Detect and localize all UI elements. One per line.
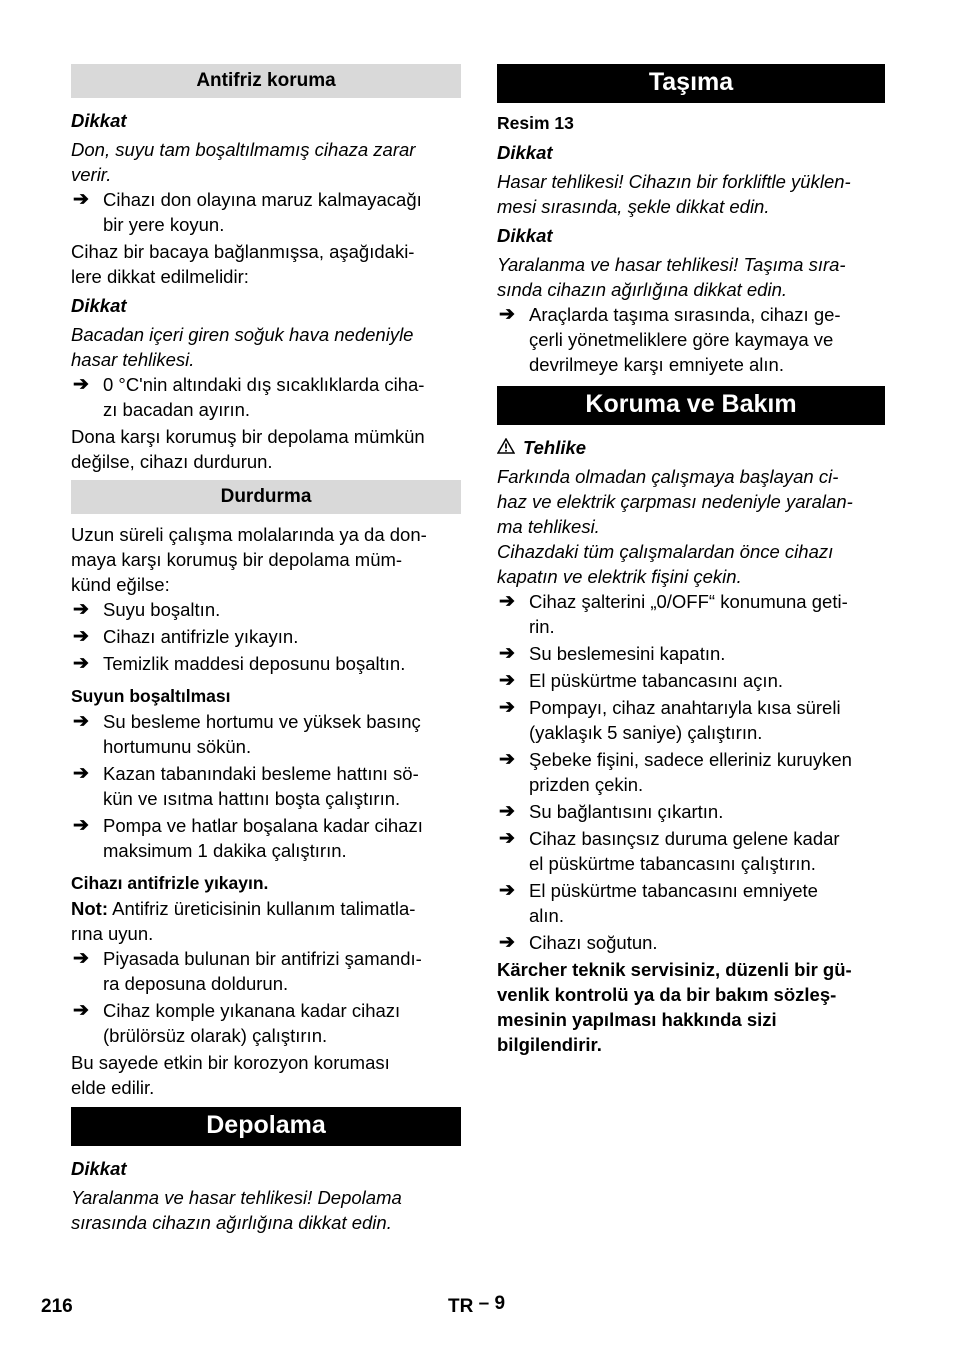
list-item: ➔ Temizlik maddesi deposunu boşaltın. bbox=[73, 653, 406, 674]
heading-antifreeze: Antifriz koruma bbox=[71, 64, 461, 98]
service-note: Kärcher teknik servisiniz, düzenli bir gü- venlik kontrolü ya da bir bakım sözleş- mesinin yapılması hakkında sizi bilgilendirir. bbox=[497, 959, 852, 1055]
arrow-right-icon: ➔ bbox=[73, 815, 89, 836]
list-item: ➔ Araçlarda taşıma sırasında, cihazı ge- çerli yönetmeliklere göre kaymaya ve devrilmeye karşı emniyete alın. bbox=[499, 304, 841, 375]
list-item: ➔ El püskürtme tabancasını emniyete alın. bbox=[499, 880, 818, 926]
subheading-drain: Suyun boşaltılması bbox=[71, 686, 231, 706]
list-item: ➔ Cihazı soğutun. bbox=[499, 932, 658, 953]
warning-triangle-icon bbox=[497, 435, 515, 460]
note: Not: Antifriz üreticisinin kullanım talimatla- rına uyun. bbox=[71, 898, 416, 944]
page-number: 216 bbox=[41, 1296, 73, 1317]
heading-shutdown: Durdurma bbox=[71, 480, 461, 514]
heading-care: Koruma ve Bakım bbox=[497, 386, 885, 425]
list-item: ➔ Kazan tabanındaki besleme hattını sö- kün ve ısıtma hattını boşta çalıştırın. bbox=[73, 763, 419, 809]
heading-transport: Taşıma bbox=[497, 64, 885, 103]
caution-label: Dikkat bbox=[71, 295, 127, 316]
list-item: ➔ El püskürtme tabancasını açın. bbox=[499, 670, 783, 691]
arrow-right-icon: ➔ bbox=[499, 749, 515, 770]
caution-text: Don, suyu tam boşaltılmamış cihaza zarar verir. bbox=[71, 139, 416, 185]
arrow-right-icon: ➔ bbox=[499, 932, 515, 953]
caution-label: Dikkat bbox=[497, 225, 553, 246]
arrow-right-icon: ➔ bbox=[499, 880, 515, 901]
left-column bbox=[71, 64, 461, 1235]
footer-section: TR – 9 bbox=[448, 1293, 506, 1317]
arrow-right-icon: ➔ bbox=[499, 828, 515, 849]
caution-text: Hasar tehlikesi! Cihazın bir forkliftle yüklen- mesi sırasında, şekle dikkat edin. bbox=[497, 171, 851, 217]
caution-text: Yaralanma ve hasar tehlikesi! Taşıma sıra- sında cihazın ağırlığına dikkat edin. bbox=[497, 254, 846, 300]
figure-reference: Resim 13 bbox=[497, 113, 574, 133]
arrow-right-icon: ➔ bbox=[73, 189, 89, 210]
caution-label: Dikkat bbox=[71, 1158, 127, 1179]
arrow-right-icon: ➔ bbox=[73, 1000, 89, 1021]
list-item: ➔ Pompayı, cihaz anahtarıyla kısa süreli (yaklaşık 5 saniye) çalıştırın. bbox=[499, 697, 841, 743]
caution-label: Dikkat bbox=[497, 142, 553, 163]
list-item: ➔ Cihazı don olayına maruz kalmayacağı bir yere koyun. bbox=[73, 189, 422, 235]
arrow-right-icon: ➔ bbox=[499, 801, 515, 822]
arrow-right-icon: ➔ bbox=[73, 711, 89, 732]
right-column bbox=[497, 64, 885, 1057]
subheading-rinse: Cihazı antifrizle yıkayın. bbox=[71, 873, 269, 893]
list-item: ➔ Şebeke fişini, sadece elleriniz kuruyken prizden çekin. bbox=[499, 749, 852, 795]
arrow-right-icon: ➔ bbox=[73, 653, 89, 674]
arrow-right-icon: ➔ bbox=[73, 626, 89, 647]
list-item: ➔ Cihaz komple yıkanana kadar cihazı (brülörsüz olarak) çalıştırın. bbox=[73, 1000, 401, 1046]
list-item: ➔ Cihaz şalterini „0/OFF“ konumuna geti- rin. bbox=[499, 591, 848, 637]
arrow-right-icon: ➔ bbox=[73, 599, 89, 620]
paragraph: Bu sayede etkin bir korozyon koruması elde edilir. bbox=[71, 1052, 390, 1098]
list-item: ➔ Cihazı antifrizle yıkayın. bbox=[73, 626, 299, 647]
list-item: ➔ Cihaz basınçsız duruma gelene kadar el püskürtme tabancasını çalıştırın. bbox=[499, 828, 840, 874]
list-item: ➔ Pompa ve hatlar boşalana kadar cihazı maksimum 1 dakika çalıştırın. bbox=[73, 815, 423, 861]
list-item: ➔ Suyu boşaltın. bbox=[73, 599, 221, 620]
paragraph: Cihaz bir bacaya bağlanmışsa, aşağıdaki- lere dikkat edilmelidir: bbox=[71, 241, 415, 287]
caution-text: Yaralanma ve hasar tehlikesi! Depolama sırasında cihazın ağırlığına dikkat edin. bbox=[71, 1187, 402, 1233]
heading-storage: Depolama bbox=[71, 1107, 461, 1146]
arrow-right-icon: ➔ bbox=[499, 643, 515, 664]
arrow-right-icon: ➔ bbox=[499, 670, 515, 691]
danger-label: Tehlike bbox=[497, 435, 885, 460]
list-item: ➔ Su besleme hortumu ve yüksek basınç hortumunu sökün. bbox=[73, 711, 421, 757]
arrow-right-icon: ➔ bbox=[73, 374, 89, 395]
danger-text: Farkında olmadan çalışmaya başlayan ci- haz ve elektrik çarpması nedeniyle yaralan- ma tehlikesi. Cihazdaki tüm çalışmalardan önce cihazı kapatın ve elektrik fişini çekin. bbox=[497, 466, 853, 587]
caution-text: Bacadan içeri giren soğuk hava nedeniyle hasar tehlikesi. bbox=[71, 324, 414, 370]
arrow-right-icon: ➔ bbox=[73, 948, 89, 969]
list-item: ➔ Su beslemesini kapatın. bbox=[499, 643, 726, 664]
caution-label: Dikkat bbox=[71, 110, 127, 131]
list-item: ➔ Su bağlantısını çıkartın. bbox=[499, 801, 724, 822]
paragraph: Uzun süreli çalışma molalarında ya da don- maya karşı korumuş bir depolama müm- künd eğilse: bbox=[71, 524, 427, 595]
paragraph: Dona karşı korumuş bir depolama mümkün değilse, cihazı durdurun. bbox=[71, 426, 425, 472]
arrow-right-icon: ➔ bbox=[499, 591, 515, 612]
arrow-right-icon: ➔ bbox=[499, 697, 515, 718]
list-item: ➔ Piyasada bulunan bir antifrizi şamandı- ra deposuna doldurun. bbox=[73, 948, 422, 994]
arrow-right-icon: ➔ bbox=[73, 763, 89, 784]
list-item: ➔ 0 °C'nin altındaki dış sıcaklıklarda ciha- zı bacadan ayırın. bbox=[73, 374, 425, 420]
arrow-right-icon: ➔ bbox=[499, 304, 515, 325]
